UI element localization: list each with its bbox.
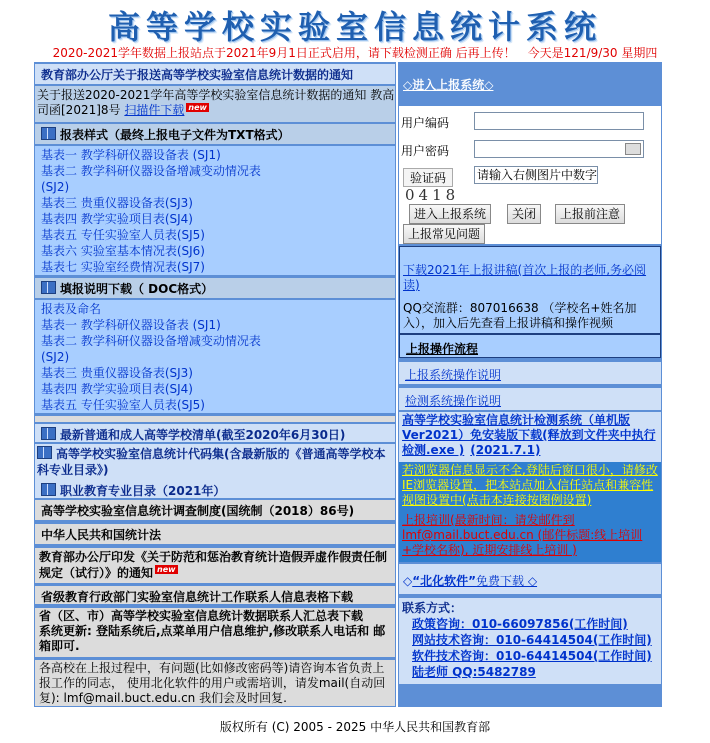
summary-row [35,608,395,657]
notice-title: 教育部办公厅关于报送高等学校实验室信息统计数据的通知 [41,68,354,82]
training-link[interactable]: 上报培训(最新时间：请发邮件到lmf@mail.buct.edu.cn (邮件标题:线上培训+学校名称), 近期安排线上培训 ) [402,513,643,557]
school-list-link[interactable]: 最新普通和成人高等学校清单(截至2020年6月30日) [60,428,346,442]
faq-button[interactable]: 上报常见问题 [403,224,485,244]
book-icon [37,446,52,459]
summary-body: 系统更新: 登陆系统后,点菜单用户信息维护,修改联系人电话和 邮箱即可. [39,624,386,653]
beihua-link[interactable]: “北化软件” [412,574,477,588]
detect-date: (2021.7.1) [470,443,541,457]
enter-system-button[interactable]: 进入上报系统 [409,204,491,224]
detect-guide-row [399,388,661,410]
keyboard-icon[interactable] [625,143,641,155]
book-icon [41,427,56,440]
fill-item-sj3[interactable]: 基表三 贵重仪器设备表(SJ3) [41,366,193,380]
book-icon [41,281,56,294]
fill-list [35,300,395,413]
new-badge: new [188,103,207,112]
fill-item-naming[interactable]: 报表及命名 [41,302,102,316]
password-label: 用户密码 [401,144,450,158]
detect-guide-link[interactable]: 检测系统操作说明 [405,394,502,408]
browser-tip-row [399,462,661,512]
divider [35,416,395,422]
help-text: 各高校在上报过程中，有问题(比如修改密码等)请咨询本省负责上报工作的同志， 使用北化软件的用户或需培训，请发mail(自动回复): lmf@mail.buct.edu.cn 我们会及时回复. [39,661,386,705]
contact-policy[interactable]: 政策咨询：010-66097856(工作时间) [412,617,628,631]
training-row [399,512,661,562]
notice-body-row [35,86,395,122]
lecture-box [399,246,661,334]
site-title: 高等学校实验室信息统计系统 [107,8,602,46]
statistics-law-link[interactable]: 中华人民共和国统计法 [41,528,162,542]
free-download-link[interactable]: 免费下载 ◇ [476,574,538,588]
system-guide-row [399,362,661,384]
top-notice: 2020-2021学年数据上报站点于2021年9月1日正式启用，请下载检测正确 后再上传！ 今天是121/9/30 星期四 [52,46,658,60]
password-input[interactable] [474,140,644,158]
contact-website[interactable]: 网站技术咨询：010-64414504(工作时间) [412,633,652,647]
fill-item-sj2-code[interactable]: (SJ2) [41,350,70,364]
captcha-input[interactable]: 请输入右侧图片中数字 [474,166,598,184]
scan-download-link[interactable]: 扫描件下载 [124,103,185,117]
vocational-row [35,480,395,498]
enter-row [399,66,661,104]
summary-link[interactable]: 省（区、市）高等学校实验室信息统计数据联系人汇总表下载 [39,609,364,623]
login-form [399,106,661,244]
fill-item-sj4[interactable]: 基表四 教学实验项目表(SJ4) [41,382,193,396]
report-item-sj2[interactable]: 基表二 教学科研仪器设备增减变动情况表 [41,164,261,178]
user-code-label: 用户编码 [401,116,450,130]
detect-download-link[interactable]: 高等学校实验室信息统计检测系统（单机版Ver2021）免安装版下载(释放到文件夹中执行检测.exe ) [402,413,656,457]
notice-button[interactable]: 上报前注意 [555,204,625,224]
code-set-row [35,444,395,480]
fraud-row [35,548,395,583]
captcha-image: 0418 [405,186,460,204]
close-button[interactable]: 关闭 [507,204,541,224]
fill-item-sj1[interactable]: 基表一 教学科研仪器设备表 (SJ1) [41,318,221,332]
notice-body: 关于报送2020-2021学年高等学校实验室信息统计数据的通知 教高司函[2021]8号 [37,88,395,117]
enter-system-link[interactable]: ◇进入上报系统◇ [403,78,494,92]
report-header-row [35,124,395,144]
vocational-link[interactable]: 职业教育专业目录（2021年） [60,484,226,498]
provincial-contact-link[interactable]: 省级教育行政部门实验室信息统计工作联系人信息表格下载 [41,590,354,604]
report-item-sj4[interactable]: 基表四 教学实验项目表(SJ4) [41,212,193,226]
flow-row [399,334,661,358]
contact-title: 联系方式： [402,601,463,615]
report-item-sj6[interactable]: 基表六 实验室基本情况表(SJ6) [41,244,205,258]
diamond-icon: ◇ [403,574,413,588]
system-guide-link[interactable]: 上报系统操作说明 [405,368,502,382]
report-header: 报表样式（最终上报电子文件为TXT格式） [60,128,290,142]
report-item-sj7[interactable]: 基表七 实验室经费情况表(SJ7) [41,260,205,274]
flow-link[interactable]: 上报操作流程 [406,342,479,356]
browser-tip-link[interactable]: 若浏览器信息显示不全,登陆后窗口很小，请修改IE浏览器设置，把本站点加入信任站点和兼容性视图设置中(点击本连接按图例设置) [402,463,658,507]
help-row [35,660,395,706]
copyright: 版权所有 (C) 2005 - 2025 中华人民共和国教育部 [219,720,491,734]
qq-group: QQ交流群：807016638 （学校名+姓名加入），加入后先查看上报讲稿和操作视频 [403,301,637,330]
provincial-row [35,586,395,604]
contact-software[interactable]: 软件技术咨询：010-64414504(工作时间) 陆老师 QQ:5482789 [412,649,652,679]
left-panel [34,62,396,707]
notice-title-row [35,64,395,84]
right-panel [398,62,662,707]
captcha-label: 验证码 [403,168,453,187]
beihua-row [399,564,661,594]
report-item-sj5[interactable]: 基表五 专任实验室人员表(SJ5) [41,228,205,242]
anti-fraud-link[interactable]: 教育部办公厅印发《关于防范和惩治教育统计造假弄虚作假责任制规定（试行）》的通知 [39,550,388,580]
report-item-sj2-code[interactable]: (SJ2) [41,180,70,194]
code-set-link[interactable]: 高等学校实验室信息统计代码集(含最新版的《普通高等学校本科专业目录》) [37,447,386,477]
report-list [35,146,395,275]
user-code-input[interactable] [474,112,644,130]
book-icon [41,127,56,140]
fill-header: 填报说明下载（ DOC格式） [60,282,214,296]
survey-system-link[interactable]: 高等学校实验室信息统计调查制度(国统制（2018）86号) [41,504,355,518]
fill-item-sj5[interactable]: 基表五 专任实验室人员表(SJ5) [41,398,205,412]
new-badge: new [157,565,176,574]
school-list-row [35,424,395,442]
law-row [35,524,395,544]
detect-download-row [399,412,661,462]
contact-box [399,598,661,684]
fill-item-sj2[interactable]: 基表二 教学科研仪器设备增减变动情况表 [41,334,261,348]
system-row [35,500,395,520]
lecture-download-link[interactable]: 下载2021年上报讲稿(首次上报的老师,务必阅读) [403,263,647,292]
fill-header-row [35,278,395,298]
book-icon [41,483,56,496]
report-item-sj3[interactable]: 基表三 贵重仪器设备表(SJ3) [41,196,193,210]
report-item-sj1[interactable]: 基表一 教学科研仪器设备表 (SJ1) [41,148,221,162]
